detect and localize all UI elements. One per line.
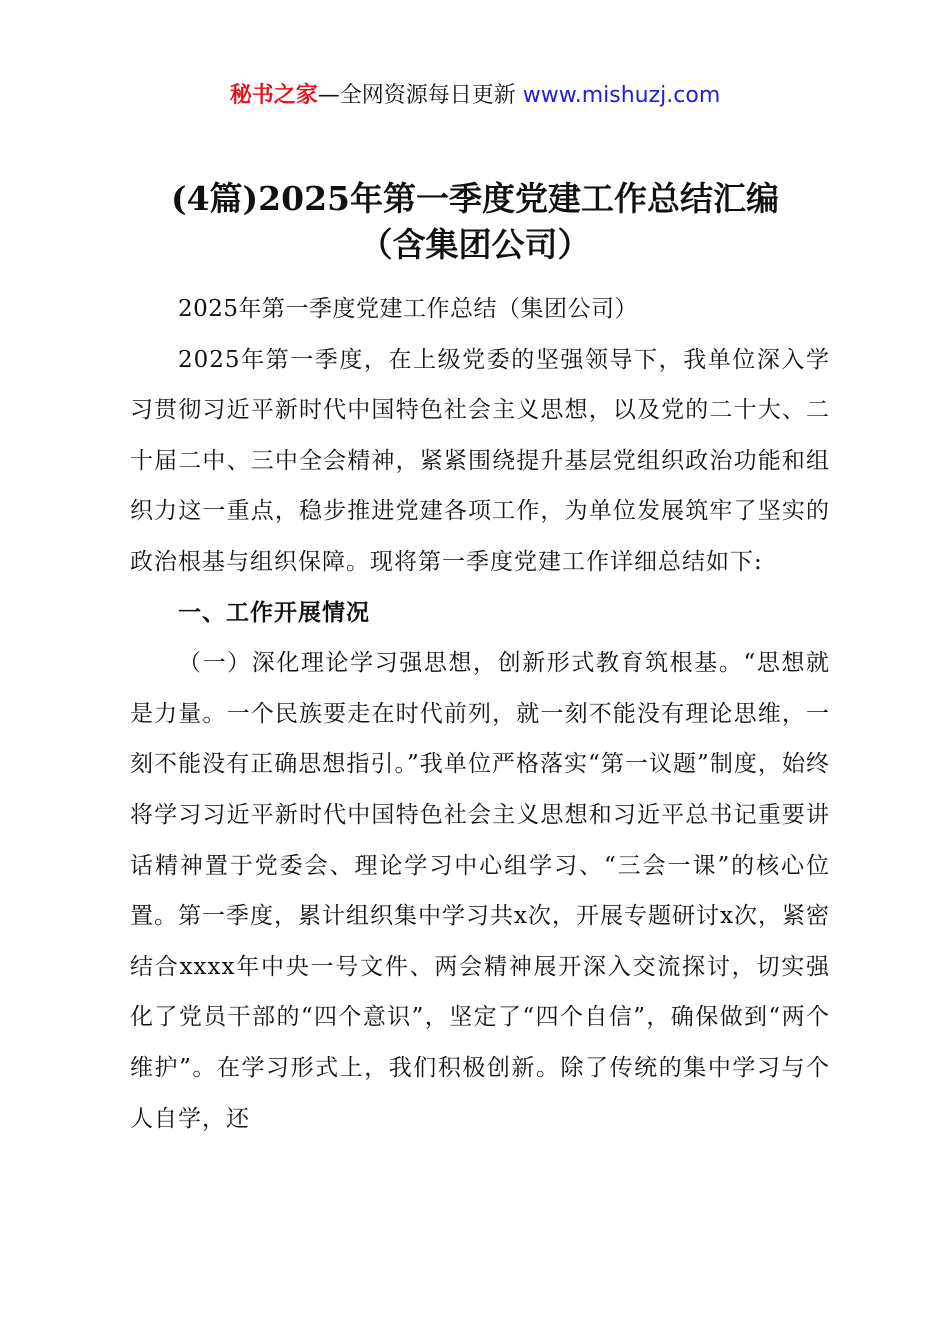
document-body — [130, 284, 830, 1144]
section-heading: 一、工作开展情况 — [178, 599, 370, 626]
section-item-paragraph: （一）深化理论学习强思想，创新形式教育筑根基。“思想就是力量。一个民族要走在时代前列，就一刻不能没有理论思维，一刻不能没有正确思想指引。”我单位严格落实“第一议题”制度，始终将学习习近平新时代中国特色社会主义思想和习近平总书记重要讲话精神置于党委会、理论学习中心组学习、“三会一课”的核心位置。第一季度，累计组织集中学习共x次，开展专题研讨x次，紧密结合xxxx年中央一号文件、两会精神展开深入交流探讨，切实强化了党员干部的“四个意识”，坚定了“四个自信”，确保做到“两个维护”。在学习形式上，我们积极创新。除了传统的集中学习与个人自学，还 — [130, 650, 830, 1132]
document-subtitle: 2025年第一季度党建工作总结（集团公司） — [178, 296, 639, 322]
site-brand: 秘书之家 — [229, 83, 318, 108]
page-header — [0, 80, 950, 112]
title-line-2: （含集团公司） — [359, 225, 591, 264]
intro-paragraph: 2025年第一季度，在上级党委的坚强领导下，我单位深入学习贯彻习近平新时代中国特色社会主义思想，以及党的二十大、二十届二中、三中全会精神，紧紧围绕提升基层党组织政治功能和组织力这一重点，稳步推进党建各项工作，为单位发展筑牢了坚实的政治根基与组织保障。现将第一季度党建工作详细总结如下: — [130, 346, 830, 575]
document-title — [0, 176, 950, 268]
title-line-1: (4篇)2025年第一季度党建工作总结汇编 — [170, 179, 780, 218]
site-url-link[interactable]: www.mishuzj.com — [522, 83, 721, 108]
site-tagline: —全网资源每日更新 — [317, 83, 516, 108]
